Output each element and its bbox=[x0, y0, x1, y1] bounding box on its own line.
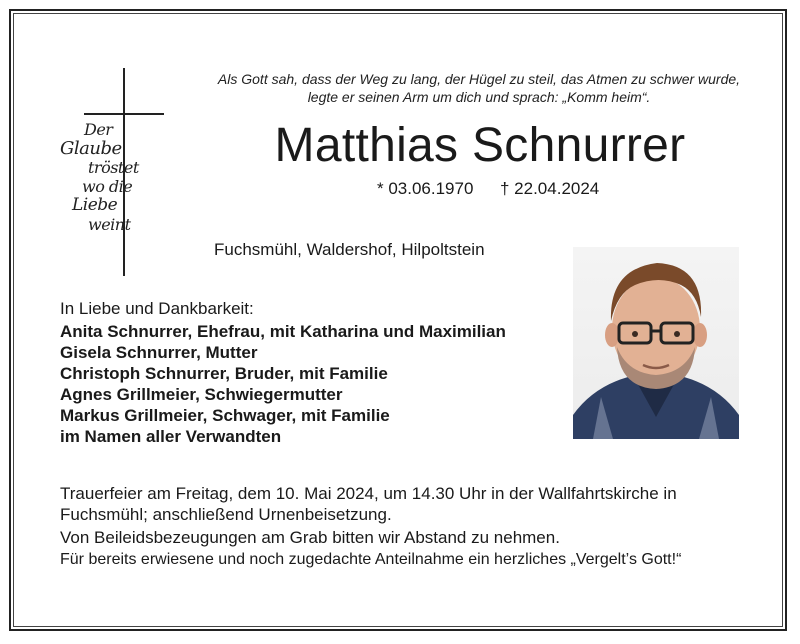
mourners-list bbox=[60, 321, 506, 447]
thanks-note: Für bereits erwiesene und noch zugedachte Anteilnahme ein herzliches „Vergelt’s Gott!“ bbox=[60, 551, 682, 568]
deceased-name: Matthias Schnurrer bbox=[274, 119, 686, 172]
memorial-quote: Als Gott sah, dass der Weg zu lang, der Hügel zu steil, das Atmen zu schwer wurde, legte er seinen Arm um dich und sprach: „Komm heim“. bbox=[217, 71, 741, 105]
motto-line: Liebe bbox=[72, 195, 118, 215]
motto-line: Der bbox=[84, 120, 113, 139]
cross-horizontal-bar bbox=[84, 113, 164, 115]
birth-date: * 03.06.1970 bbox=[377, 179, 474, 198]
motto-line: Glaube bbox=[60, 138, 122, 159]
residence-places: Fuchsmühl, Waldershof, Hilpoltstein bbox=[214, 240, 485, 259]
mourner-entry: Markus Grillmeier, Schwager, mit Familie bbox=[60, 406, 390, 425]
handwritten-motto bbox=[58, 120, 168, 234]
mourner-entry: Agnes Grillmeier, Schwiegermutter bbox=[60, 385, 343, 404]
motto-line: weint bbox=[88, 215, 131, 234]
mourners-intro: In Liebe und Dankbarkeit: bbox=[60, 299, 254, 318]
motto-line: wo die bbox=[82, 177, 133, 196]
mourner-entry: Christoph Schnurrer, Bruder, mit Familie bbox=[60, 364, 388, 383]
mourner-entry: Gisela Schnurrer, Mutter bbox=[60, 343, 258, 362]
funeral-ceremony-notice: Trauerfeier am Freitag, dem 10. Mai 2024, um 14.30 Uhr in der Wallfahrtskirche in Fuchsmühl; anschließend Urnenbeisetzung. bbox=[60, 484, 677, 524]
death-date: † 22.04.2024 bbox=[500, 179, 600, 198]
mourner-entry: Anita Schnurrer, Ehefrau, mit Katharina und Maximilian bbox=[60, 322, 506, 341]
motto-line: tröstet bbox=[88, 158, 139, 177]
portrait-photo bbox=[573, 247, 739, 439]
condolence-request: Von Beileidsbezeugungen am Grab bitten wir Abstand zu nehmen. bbox=[60, 528, 560, 547]
mourner-entry: im Namen aller Verwandten bbox=[60, 427, 282, 446]
portrait-illustration bbox=[573, 247, 739, 439]
